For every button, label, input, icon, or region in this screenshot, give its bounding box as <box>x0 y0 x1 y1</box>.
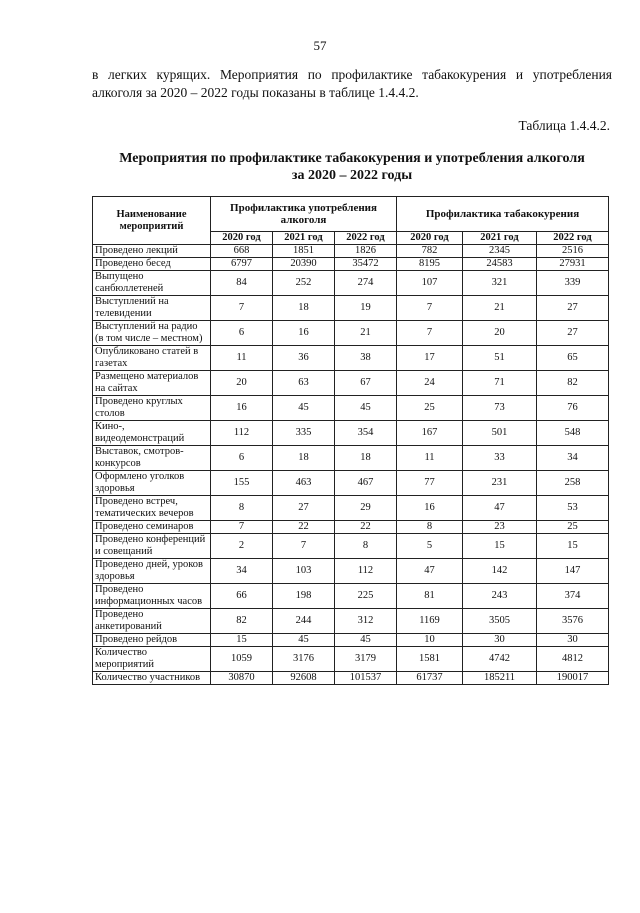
row-activity-name: Проведено анкетирований <box>93 609 211 634</box>
row-activity-name: Кино-, видеодемонстраций <box>93 421 211 446</box>
table-row <box>93 521 609 534</box>
row-activity-name: Проведено информационных часов <box>93 584 211 609</box>
row-value-cell: 501 <box>463 421 537 446</box>
page-number: 57 <box>313 38 327 53</box>
row-value-cell: 112 <box>211 421 273 446</box>
row-value-cell: 103 <box>273 559 335 584</box>
row-activity-name: Проведено встреч, тематических вечеров <box>93 496 211 521</box>
row-value-cell: 84 <box>211 271 273 296</box>
row-activity-name: Проведено бесед <box>93 258 211 271</box>
row-value-cell: 8 <box>211 496 273 521</box>
table-row <box>93 634 609 647</box>
row-value-cell: 61737 <box>397 672 463 685</box>
row-value-cell: 67 <box>335 371 397 396</box>
row-value-cell: 30 <box>537 634 609 647</box>
row-value-cell: 34 <box>211 559 273 584</box>
row-value-cell: 66 <box>211 584 273 609</box>
row-value-cell: 7 <box>397 321 463 346</box>
row-value-cell: 92608 <box>273 672 335 685</box>
row-value-cell: 24 <box>397 371 463 396</box>
table-row <box>93 647 609 672</box>
column-group-tobacco: Профилактика табакокурения <box>397 197 609 232</box>
activities-table <box>92 196 609 685</box>
column-header-year: 2020 год <box>211 232 273 245</box>
row-value-cell: 147 <box>537 559 609 584</box>
row-value-cell: 7 <box>211 521 273 534</box>
row-value-cell: 6 <box>211 321 273 346</box>
row-activity-name: Выставок, смотров-конкурсов <box>93 446 211 471</box>
row-value-cell: 15 <box>537 534 609 559</box>
table-label: Таблица 1.4.4.2. <box>518 118 610 133</box>
row-value-cell: 45 <box>273 634 335 647</box>
row-value-cell: 467 <box>335 471 397 496</box>
row-value-cell: 274 <box>335 271 397 296</box>
row-activity-name: Проведено лекций <box>93 245 211 258</box>
row-value-cell: 51 <box>463 346 537 371</box>
row-value-cell: 548 <box>537 421 609 446</box>
row-value-cell: 35472 <box>335 258 397 271</box>
table-title-line-1: Мероприятия по профилактике табакокурения и употребления алкоголя <box>119 151 585 166</box>
row-value-cell: 3505 <box>463 609 537 634</box>
row-value-cell: 1581 <box>397 647 463 672</box>
row-value-cell: 335 <box>273 421 335 446</box>
row-value-cell: 53 <box>537 496 609 521</box>
row-value-cell: 1851 <box>273 245 335 258</box>
row-value-cell: 354 <box>335 421 397 446</box>
row-value-cell: 21 <box>335 321 397 346</box>
row-value-cell: 22 <box>335 521 397 534</box>
table-row <box>93 584 609 609</box>
row-value-cell: 77 <box>397 471 463 496</box>
row-activity-name: Опубликовано статей в газетах <box>93 346 211 371</box>
row-value-cell: 34 <box>537 446 609 471</box>
table-row <box>93 496 609 521</box>
row-value-cell: 73 <box>463 396 537 421</box>
column-header-year: 2022 год <box>537 232 609 245</box>
row-activity-name: Выпущено санбюллетеней <box>93 271 211 296</box>
row-value-cell: 2516 <box>537 245 609 258</box>
row-value-cell: 22 <box>273 521 335 534</box>
row-value-cell: 6 <box>211 446 273 471</box>
table-body <box>93 245 609 685</box>
row-value-cell: 27 <box>537 296 609 321</box>
row-value-cell: 65 <box>537 346 609 371</box>
row-value-cell: 4742 <box>463 647 537 672</box>
table-row <box>93 371 609 396</box>
row-value-cell: 167 <box>397 421 463 446</box>
row-value-cell: 7 <box>273 534 335 559</box>
table-title <box>92 150 612 184</box>
row-value-cell: 20 <box>463 321 537 346</box>
row-activity-name: Выступлений на радио (в том числе – местном) <box>93 321 211 346</box>
row-value-cell: 339 <box>537 271 609 296</box>
row-value-cell: 3176 <box>273 647 335 672</box>
row-value-cell: 45 <box>335 396 397 421</box>
row-activity-name: Проведено семинаров <box>93 521 211 534</box>
row-value-cell: 463 <box>273 471 335 496</box>
row-value-cell: 312 <box>335 609 397 634</box>
row-value-cell: 71 <box>463 371 537 396</box>
row-value-cell: 47 <box>463 496 537 521</box>
row-value-cell: 185211 <box>463 672 537 685</box>
row-value-cell: 6797 <box>211 258 273 271</box>
row-value-cell: 7 <box>211 296 273 321</box>
row-value-cell: 225 <box>335 584 397 609</box>
row-value-cell: 142 <box>463 559 537 584</box>
row-value-cell: 27 <box>273 496 335 521</box>
row-activity-name: Выступлений на телевидении <box>93 296 211 321</box>
row-activity-name: Размещено материалов на сайтах <box>93 371 211 396</box>
row-value-cell: 20 <box>211 371 273 396</box>
row-value-cell: 10 <box>397 634 463 647</box>
row-value-cell: 18 <box>335 446 397 471</box>
row-value-cell: 7 <box>397 296 463 321</box>
row-activity-name: Проведено круглых столов <box>93 396 211 421</box>
row-value-cell: 38 <box>335 346 397 371</box>
column-header-year: 2022 год <box>335 232 397 245</box>
row-value-cell: 82 <box>537 371 609 396</box>
row-value-cell: 3576 <box>537 609 609 634</box>
row-value-cell: 30870 <box>211 672 273 685</box>
row-value-cell: 198 <box>273 584 335 609</box>
row-value-cell: 252 <box>273 271 335 296</box>
intro-paragraph: в легких курящих. Мероприятия по профилактике табакокурения и употребления алкоголя за 2020 – 2022 годы показаны в таблице 1.4.4.2. <box>92 67 612 100</box>
row-value-cell: 11 <box>211 346 273 371</box>
row-value-cell: 81 <box>397 584 463 609</box>
row-value-cell: 20390 <box>273 258 335 271</box>
table-row <box>93 421 609 446</box>
row-value-cell: 1059 <box>211 647 273 672</box>
row-value-cell: 63 <box>273 371 335 396</box>
row-value-cell: 3179 <box>335 647 397 672</box>
row-activity-name: Проведено конференций и совещаний <box>93 534 211 559</box>
row-value-cell: 16 <box>211 396 273 421</box>
row-value-cell: 2 <box>211 534 273 559</box>
row-value-cell: 33 <box>463 446 537 471</box>
row-value-cell: 25 <box>537 521 609 534</box>
row-value-cell: 155 <box>211 471 273 496</box>
row-value-cell: 21 <box>463 296 537 321</box>
table-row <box>93 296 609 321</box>
row-value-cell: 45 <box>273 396 335 421</box>
column-header-year: 2020 год <box>397 232 463 245</box>
row-value-cell: 8195 <box>397 258 463 271</box>
row-value-cell: 29 <box>335 496 397 521</box>
row-value-cell: 321 <box>463 271 537 296</box>
table-row <box>93 672 609 685</box>
row-value-cell: 243 <box>463 584 537 609</box>
column-header-name: Наименование мероприятий <box>93 197 211 245</box>
column-header-year: 2021 год <box>463 232 537 245</box>
table-row <box>93 446 609 471</box>
row-value-cell: 24583 <box>463 258 537 271</box>
row-value-cell: 23 <box>463 521 537 534</box>
row-value-cell: 82 <box>211 609 273 634</box>
row-value-cell: 19 <box>335 296 397 321</box>
row-value-cell: 231 <box>463 471 537 496</box>
table-row <box>93 471 609 496</box>
row-value-cell: 47 <box>397 559 463 584</box>
row-activity-name: Количество мероприятий <box>93 647 211 672</box>
row-activity-name: Проведено рейдов <box>93 634 211 647</box>
table-row <box>93 534 609 559</box>
row-value-cell: 107 <box>397 271 463 296</box>
row-activity-name: Оформлено уголков здоровья <box>93 471 211 496</box>
row-value-cell: 17 <box>397 346 463 371</box>
row-value-cell: 8 <box>397 521 463 534</box>
table-row <box>93 271 609 296</box>
table-row <box>93 559 609 584</box>
row-value-cell: 36 <box>273 346 335 371</box>
row-value-cell: 15 <box>463 534 537 559</box>
table-row <box>93 321 609 346</box>
row-value-cell: 11 <box>397 446 463 471</box>
table-row <box>93 346 609 371</box>
row-value-cell: 1169 <box>397 609 463 634</box>
row-value-cell: 25 <box>397 396 463 421</box>
row-value-cell: 4812 <box>537 647 609 672</box>
row-activity-name: Проведено дней, уроков здоровья <box>93 559 211 584</box>
row-value-cell: 5 <box>397 534 463 559</box>
table-row <box>93 609 609 634</box>
row-value-cell: 30 <box>463 634 537 647</box>
row-value-cell: 374 <box>537 584 609 609</box>
row-activity-name: Количество участников <box>93 672 211 685</box>
row-value-cell: 18 <box>273 296 335 321</box>
table-row <box>93 245 609 258</box>
row-value-cell: 15 <box>211 634 273 647</box>
row-value-cell: 8 <box>335 534 397 559</box>
row-value-cell: 27931 <box>537 258 609 271</box>
row-value-cell: 18 <box>273 446 335 471</box>
table-row <box>93 258 609 271</box>
row-value-cell: 190017 <box>537 672 609 685</box>
row-value-cell: 668 <box>211 245 273 258</box>
row-value-cell: 2345 <box>463 245 537 258</box>
row-value-cell: 76 <box>537 396 609 421</box>
row-value-cell: 258 <box>537 471 609 496</box>
row-value-cell: 112 <box>335 559 397 584</box>
row-value-cell: 16 <box>273 321 335 346</box>
row-value-cell: 101537 <box>335 672 397 685</box>
row-value-cell: 27 <box>537 321 609 346</box>
table-row <box>93 396 609 421</box>
row-value-cell: 16 <box>397 496 463 521</box>
column-group-alcohol: Профилактика употребления алкоголя <box>211 197 397 232</box>
column-header-year: 2021 год <box>273 232 335 245</box>
row-value-cell: 45 <box>335 634 397 647</box>
table-header-row-groups <box>93 197 609 232</box>
row-value-cell: 1826 <box>335 245 397 258</box>
table-title-line-2: за 2020 – 2022 годы <box>291 168 413 183</box>
row-value-cell: 782 <box>397 245 463 258</box>
row-value-cell: 244 <box>273 609 335 634</box>
